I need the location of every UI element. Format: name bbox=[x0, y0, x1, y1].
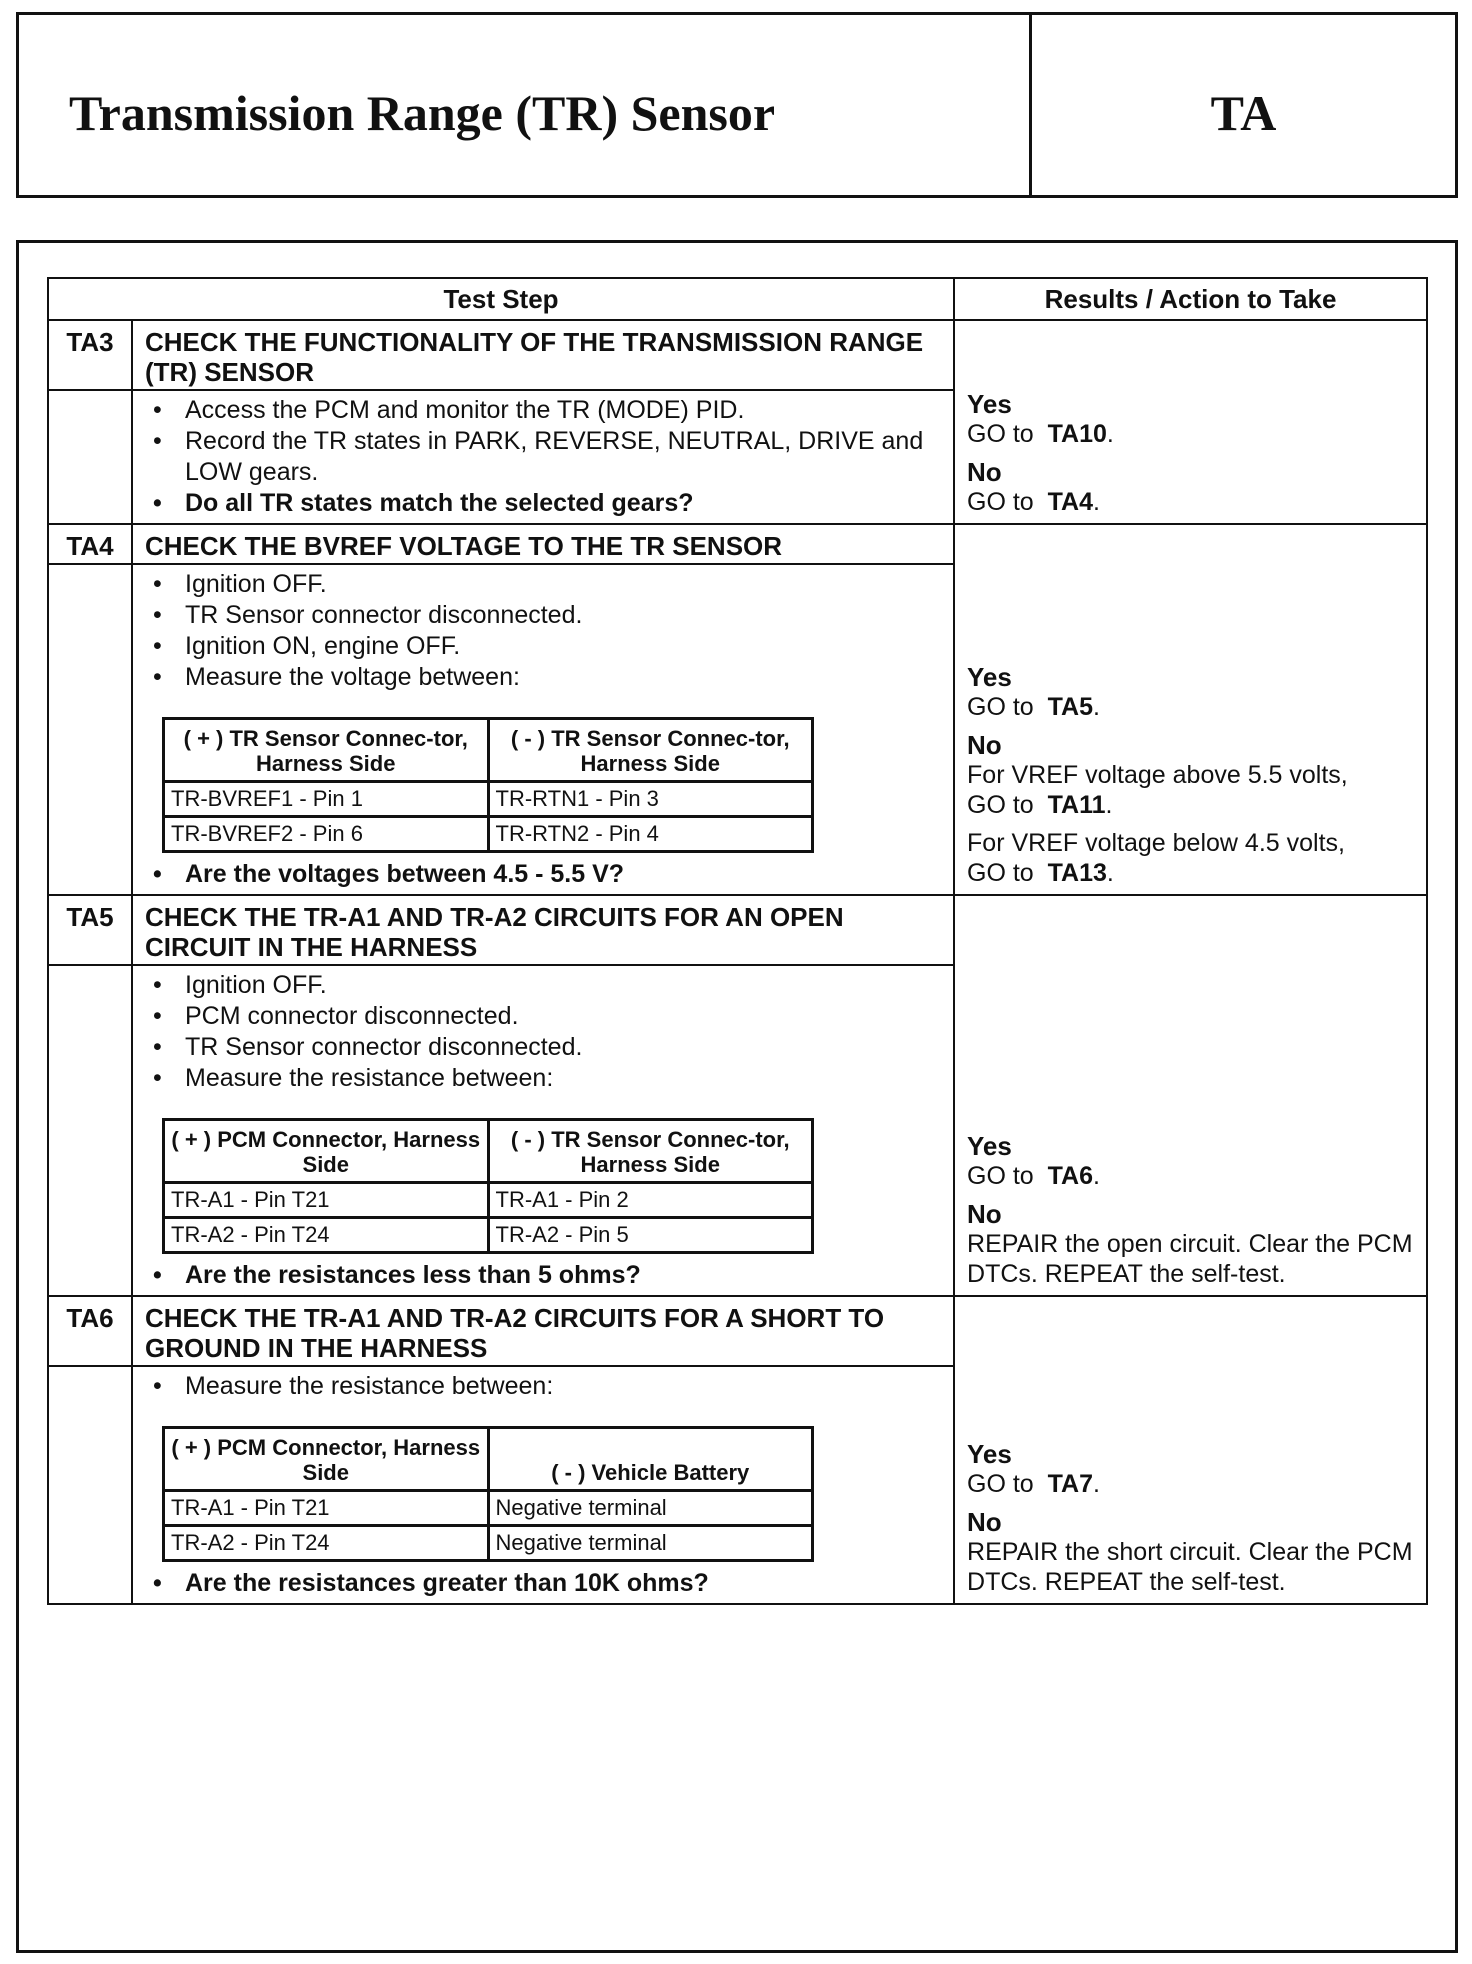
measurement-cell: TR-BVREF1 - Pin 1 bbox=[164, 782, 489, 817]
step-instructions bbox=[132, 1366, 954, 1604]
yes-label: Yes bbox=[967, 662, 1012, 692]
step-item: • Measure the resistance between: bbox=[147, 1063, 943, 1094]
step-question: • Are the voltages between 4.5 - 5.5 V? bbox=[147, 859, 943, 890]
step-item: • Ignition OFF. bbox=[147, 970, 943, 1001]
header-box bbox=[16, 12, 1458, 198]
no-action: GO to TA4. bbox=[967, 488, 1100, 516]
goto-step-link[interactable]: TA13 bbox=[1047, 859, 1107, 887]
goto-text: GO to bbox=[967, 693, 1034, 721]
goto-step-link[interactable]: TA6 bbox=[1047, 1162, 1093, 1190]
step-item: • PCM connector disconnected. bbox=[147, 1001, 943, 1032]
goto-text: GO to bbox=[967, 1162, 1034, 1190]
page-title: Transmission Range (TR) Sensor bbox=[69, 85, 776, 141]
no-label: No bbox=[967, 1507, 1002, 1537]
step-title: CHECK THE FUNCTIONALITY OF THE TRANSMISSION RANGE (TR) SENSOR bbox=[132, 320, 954, 390]
no-label: No bbox=[967, 1199, 1002, 1229]
measurement-cell: TR-RTN2 - Pin 4 bbox=[488, 817, 813, 852]
yes-action: GO to TA6. bbox=[967, 1162, 1100, 1190]
step-item: • Measure the voltage between: bbox=[147, 662, 943, 693]
step-item: • Access the PCM and monitor the TR (MODE) PID. bbox=[147, 395, 943, 426]
step-item: • Ignition OFF. bbox=[147, 569, 943, 600]
measurement-cell: Negative terminal bbox=[488, 1491, 813, 1526]
step-item: • TR Sensor connector disconnected. bbox=[147, 1032, 943, 1063]
measurement-head-negative: ( - ) Vehicle Battery bbox=[488, 1428, 813, 1491]
col-header-results: Results / Action to Take bbox=[954, 278, 1427, 320]
measurement-cell: TR-A1 - Pin T21 bbox=[164, 1491, 489, 1526]
step-item: • Record the TR states in PARK, REVERSE, NEUTRAL, DRIVE and LOW gears. bbox=[147, 426, 943, 488]
step-id: TA6 bbox=[48, 1296, 132, 1366]
step-question: • Do all TR states match the selected gears? bbox=[147, 488, 943, 519]
measurement-cell: TR-RTN1 - Pin 3 bbox=[488, 782, 813, 817]
measurement-cell: TR-BVREF2 - Pin 6 bbox=[164, 817, 489, 852]
step-row-ta4 bbox=[48, 524, 1427, 564]
step-results bbox=[954, 320, 1427, 524]
goto-step-link[interactable]: TA10 bbox=[1047, 420, 1107, 448]
step-instructions bbox=[132, 564, 954, 895]
table-header-row bbox=[48, 278, 1427, 320]
col-header-test-step: Test Step bbox=[48, 278, 954, 320]
measurement-cell: TR-A1 - Pin 2 bbox=[488, 1183, 813, 1218]
step-id: TA4 bbox=[48, 524, 132, 564]
step-instructions bbox=[132, 390, 954, 524]
no-action-text: For VREF voltage above 5.5 volts, bbox=[967, 761, 1348, 789]
measurement-head-positive: ( + ) TR Sensor Connec-tor, Harness Side bbox=[164, 719, 489, 782]
step-row-ta6 bbox=[48, 1296, 1427, 1366]
yes-action: GO to TA5. bbox=[967, 693, 1100, 721]
no-action-text: For VREF voltage below 4.5 volts, bbox=[967, 829, 1345, 857]
measurement-table bbox=[162, 1118, 814, 1254]
no-label: No bbox=[967, 730, 1002, 760]
measurement-cell: TR-A2 - Pin T24 bbox=[164, 1526, 489, 1561]
step-item: • Measure the resistance between: bbox=[147, 1371, 943, 1402]
step-item: • TR Sensor connector disconnected. bbox=[147, 600, 943, 631]
no-action: GO to TA11. bbox=[967, 791, 1113, 819]
step-results bbox=[954, 524, 1427, 895]
goto-text: GO to bbox=[967, 488, 1034, 516]
measurement-cell: TR-A1 - Pin T21 bbox=[164, 1183, 489, 1218]
step-id: TA3 bbox=[48, 320, 132, 390]
yes-label: Yes bbox=[967, 1439, 1012, 1469]
measurement-head-positive: ( + ) PCM Connector, Harness Side bbox=[164, 1428, 489, 1491]
yes-action: GO to TA7. bbox=[967, 1470, 1100, 1498]
step-instructions bbox=[132, 965, 954, 1296]
section-code: TA bbox=[1210, 85, 1277, 141]
no-action-text: REPAIR the short circuit. Clear the PCM DTCs. REPEAT the self-test. bbox=[967, 1538, 1413, 1596]
step-question: • Are the resistances less than 5 ohms? bbox=[147, 1260, 943, 1291]
measurement-table bbox=[162, 717, 814, 853]
step-row-ta5 bbox=[48, 895, 1427, 965]
step-id: TA5 bbox=[48, 895, 132, 965]
no-action: GO to TA13. bbox=[967, 859, 1114, 887]
goto-step-link[interactable]: TA5 bbox=[1047, 693, 1093, 721]
yes-action: GO to TA10. bbox=[967, 420, 1114, 448]
measurement-head-negative: ( - ) TR Sensor Connec-tor, Harness Side bbox=[488, 719, 813, 782]
yes-label: Yes bbox=[967, 389, 1012, 419]
goto-step-link[interactable]: TA7 bbox=[1047, 1470, 1093, 1498]
step-title: CHECK THE TR-A1 AND TR-A2 CIRCUITS FOR A SHORT TO GROUND IN THE HARNESS bbox=[132, 1296, 954, 1366]
step-item: • Ignition ON, engine OFF. bbox=[147, 631, 943, 662]
no-action-text: REPAIR the open circuit. Clear the PCM DTCs. REPEAT the self-test. bbox=[967, 1230, 1413, 1288]
no-label: No bbox=[967, 457, 1002, 487]
step-title: CHECK THE BVREF VOLTAGE TO THE TR SENSOR bbox=[132, 524, 954, 564]
step-row-ta3 bbox=[48, 320, 1427, 390]
yes-label: Yes bbox=[967, 1131, 1012, 1161]
measurement-head-positive: ( + ) PCM Connector, Harness Side bbox=[164, 1120, 489, 1183]
goto-step-link[interactable]: TA11 bbox=[1047, 791, 1106, 819]
step-results bbox=[954, 1296, 1427, 1604]
goto-step-link[interactable]: TA4 bbox=[1047, 488, 1093, 516]
goto-text: GO to bbox=[967, 859, 1034, 887]
step-results bbox=[954, 895, 1427, 1296]
measurement-cell: Negative terminal bbox=[488, 1526, 813, 1561]
goto-text: GO to bbox=[967, 420, 1034, 448]
measurement-head-negative: ( - ) TR Sensor Connec-tor, Harness Side bbox=[488, 1120, 813, 1183]
goto-text: GO to bbox=[967, 791, 1034, 819]
goto-text: GO to bbox=[967, 1470, 1034, 1498]
test-step-table bbox=[47, 277, 1428, 1605]
measurement-cell: TR-A2 - Pin T24 bbox=[164, 1218, 489, 1253]
step-title: CHECK THE TR-A1 AND TR-A2 CIRCUITS FOR AN OPEN CIRCUIT IN THE HARNESS bbox=[132, 895, 954, 965]
step-question: • Are the resistances greater than 10K ohms? bbox=[147, 1568, 943, 1599]
measurement-table bbox=[162, 1426, 814, 1562]
measurement-cell: TR-A2 - Pin 5 bbox=[488, 1218, 813, 1253]
